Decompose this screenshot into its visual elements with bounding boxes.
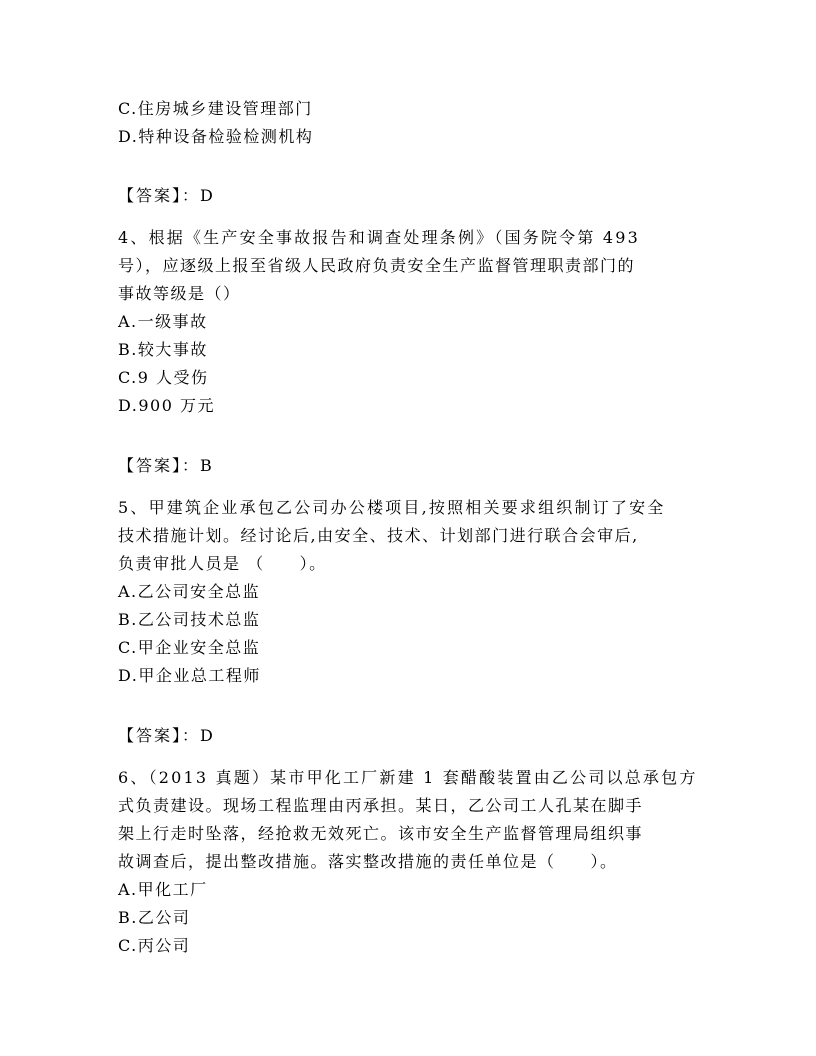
question-6-option-c: C.丙公司 (118, 936, 191, 955)
question-5-option-b: B.乙公司技术总监 (118, 610, 261, 629)
question-6-line-4: 故调查后，提出整改措施。落实整改措施的责任单位是（ ）。 (118, 852, 618, 871)
question-4-line-1: 4、根据《生产安全事故报告和调查处理条例》（国务院令第 493 (118, 228, 641, 247)
question-4-option-c: C.9 人受伤 (118, 368, 209, 387)
answer-line: 【答案】：D (118, 186, 215, 205)
question-6-option-a: A.甲化工厂 (118, 880, 208, 899)
document-page (118, 90, 698, 960)
question-5-answer: 【答案】：D (118, 726, 215, 745)
question-6-line-2: 式负责建设。现场工程监理由丙承担。某日，乙公司工人孔某在脚手 (118, 796, 644, 815)
question-4-answer: 【答案】：B (118, 456, 214, 475)
question-4-option-d: D.900 万元 (118, 396, 215, 415)
question-6-option-b: B.乙公司 (118, 908, 191, 927)
question-5-line-3: 负责审批人员是 （ ）。 (118, 554, 327, 573)
question-5-option-d: D.甲企业总工程师 (118, 666, 261, 685)
option-c: C.住房城乡建设管理部门 (118, 99, 313, 118)
question-6-line-1: 6、（2013 真题）某市甲化工厂新建 1 套醋酸装置由乙公司以总承包方 (118, 768, 698, 787)
option-d: D.特种设备检验检测机构 (118, 127, 314, 146)
question-4-line-3: 事故等级是（） (118, 284, 241, 303)
question-5-line-1: 5、甲建筑企业承包乙公司办公楼项目,按照相关要求组织制订了安全 (118, 498, 666, 517)
question-4-option-b: B.较大事故 (118, 340, 208, 359)
question-5-option-c: C.甲企业安全总监 (118, 638, 261, 657)
question-4-option-a: A.一级事故 (118, 312, 208, 331)
question-5-option-a: A.乙公司安全总监 (118, 582, 261, 601)
question-6-line-3: 架上行走时坠落，经抢救无效死亡。该市安全生产监督管理局组织事 (118, 824, 644, 843)
question-5-line-2: 技术措施计划。经讨论后,由安全、技术、计划部门进行联合会审后, (118, 526, 639, 545)
question-4-line-2: 号），应逐级上报至省级人民政府负责安全生产监督管理职责部门的 (118, 256, 636, 275)
